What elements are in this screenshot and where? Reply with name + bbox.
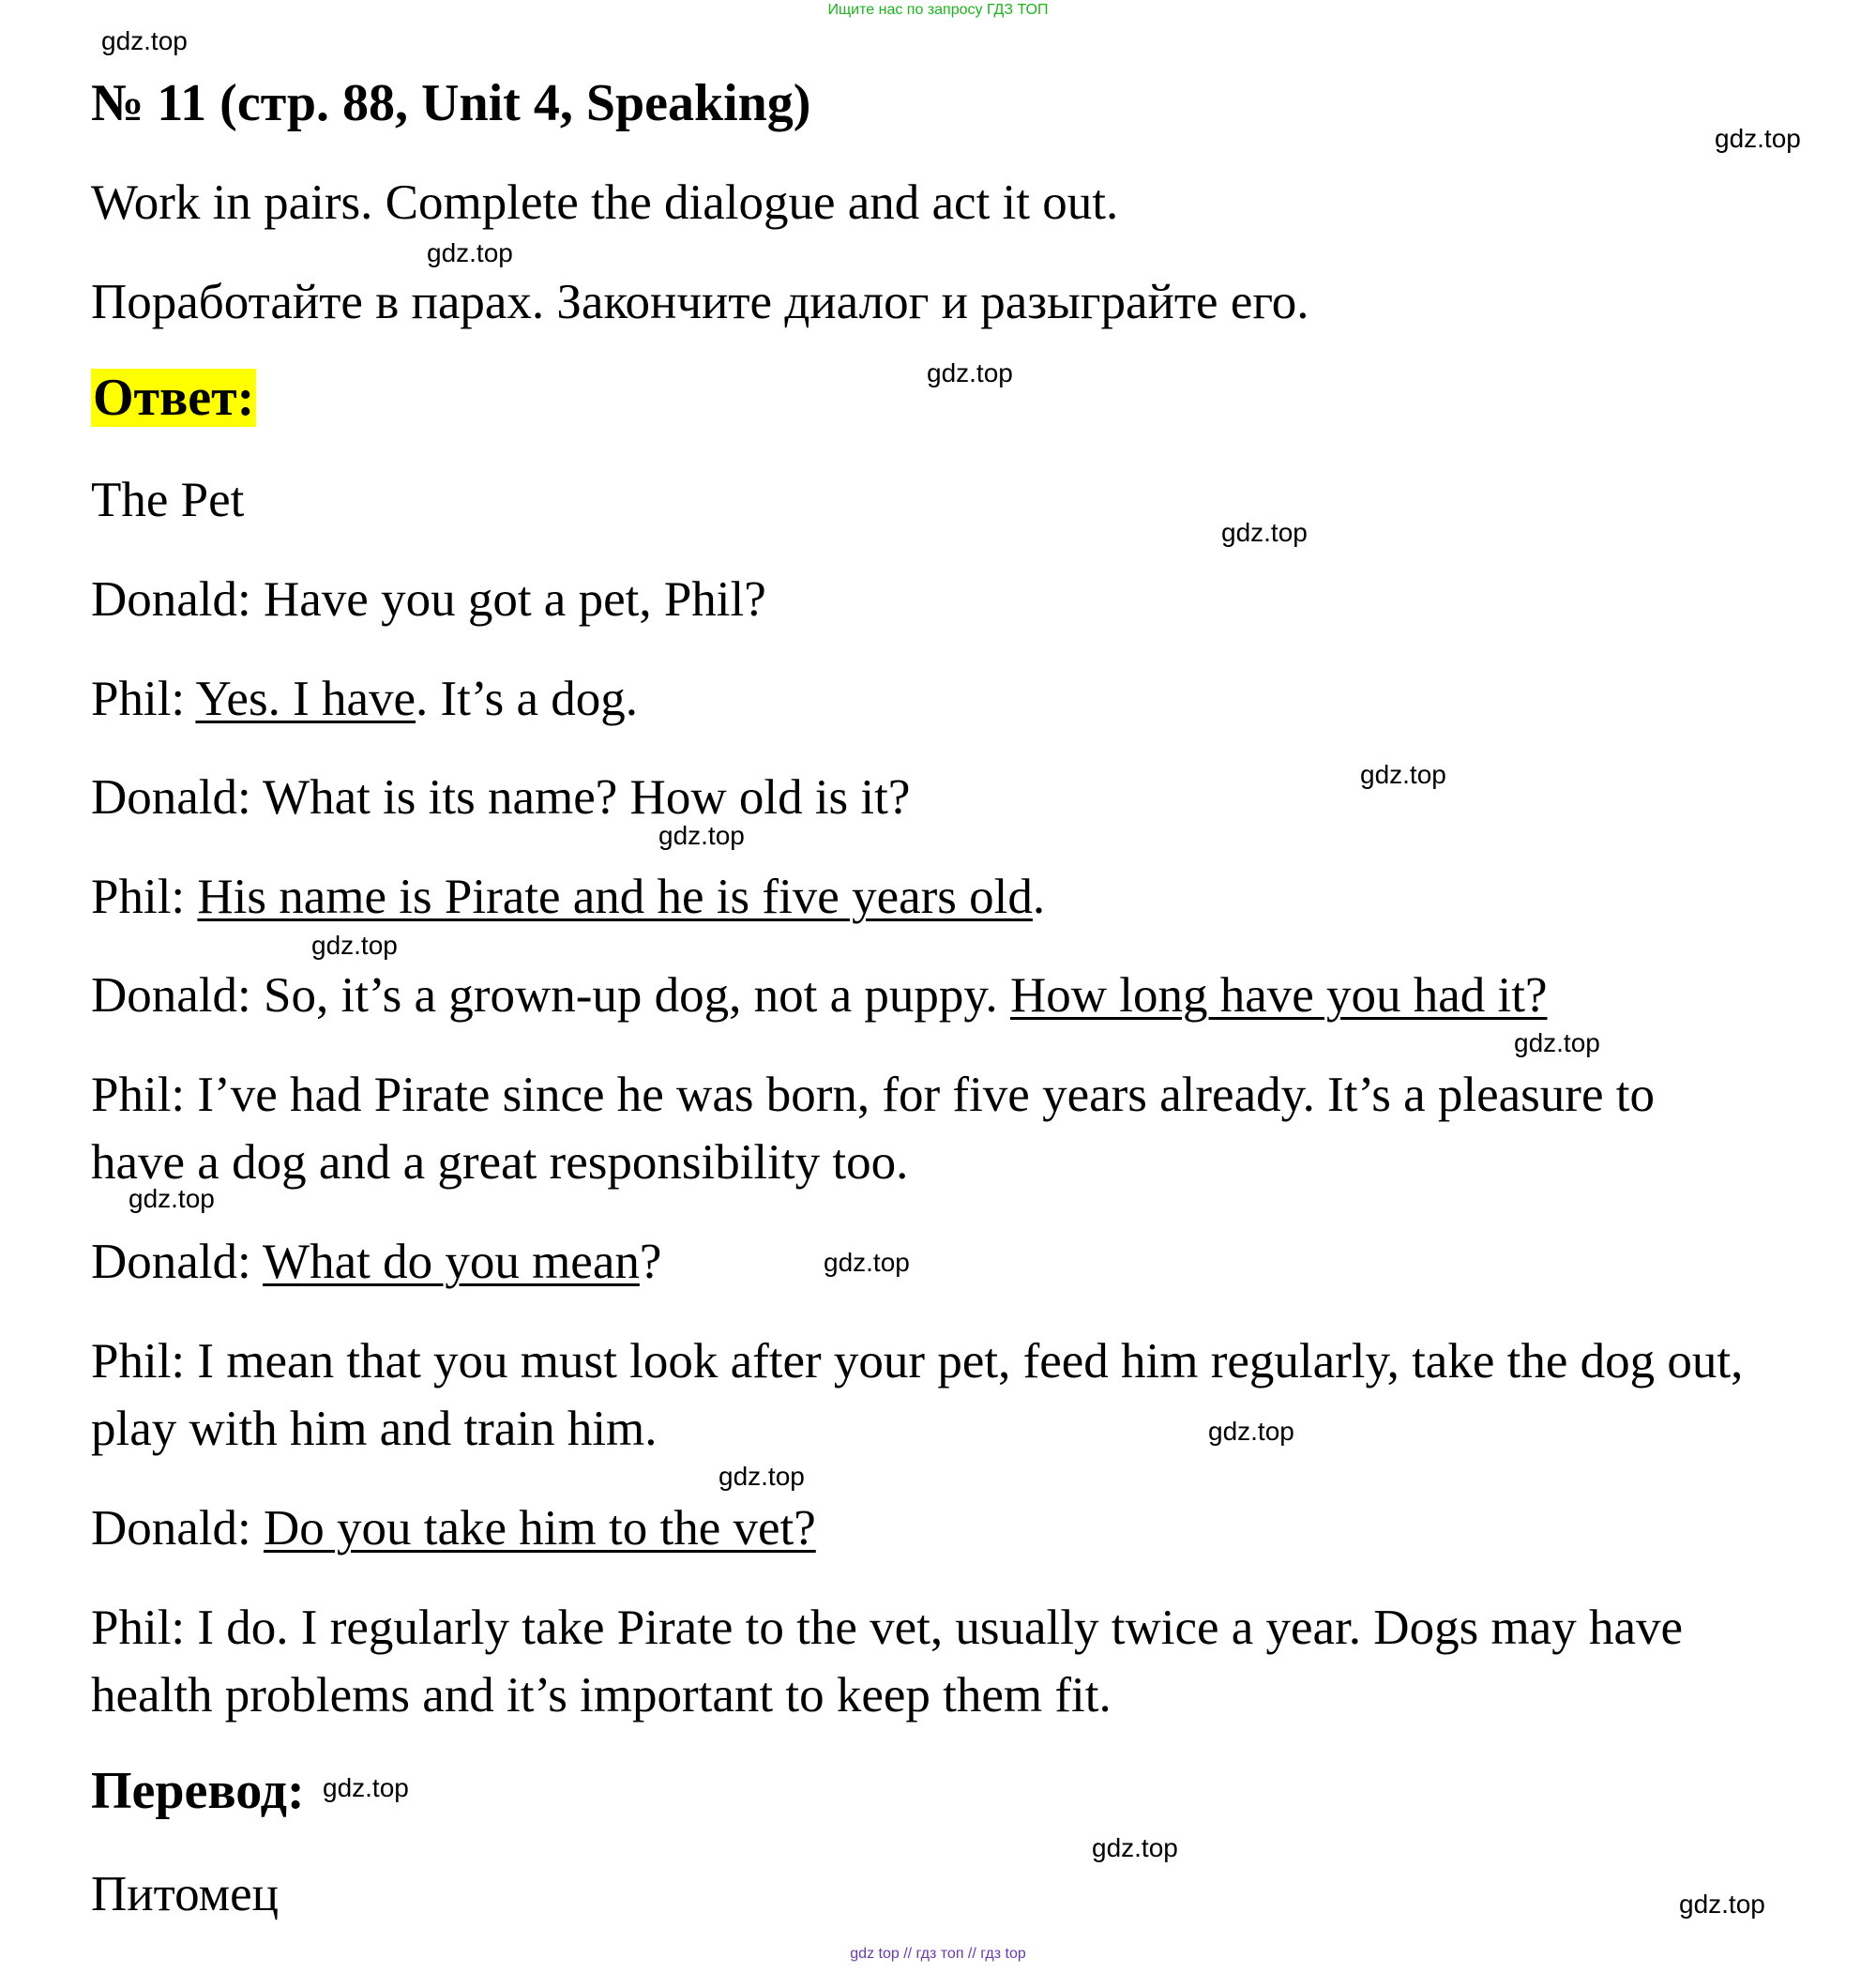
translation-title: Питомец (91, 1867, 280, 1921)
watermark: gdz.top (719, 1462, 805, 1491)
watermark: gdz.top (101, 26, 188, 55)
footer-banner: gdz top // гдз топ // гдз top (850, 1946, 1026, 1962)
line-text: I mean that you must look after your pet, feed him regularly, take the dog out, play with him and train him. (91, 1334, 1744, 1456)
dialogue-line (91, 1228, 1779, 1296)
speaker: Donald: (91, 1501, 251, 1556)
line-text: Have you got a pet, Phil? (264, 572, 766, 627)
watermark: gdz.top (658, 821, 745, 850)
speaker: Phil: (91, 1334, 186, 1389)
speaker: Donald: (91, 968, 251, 1023)
filled-answer: Yes. I have (195, 672, 416, 726)
answer-section (91, 368, 1779, 428)
line-text: ? (639, 1235, 662, 1289)
watermark: gdz.top (1679, 1890, 1765, 1919)
dialogue-line (91, 566, 1779, 633)
speaker: Phil: (91, 672, 186, 726)
dialogue-line (91, 665, 1779, 733)
speaker: Phil: (91, 1068, 186, 1122)
watermark: gdz.top (311, 931, 398, 960)
answer-label: Ответ: (93, 369, 255, 427)
line-text: I’ve had Pirate since he was born, for five years already. It’s a pleasure to have a dog and a great responsibility too. (91, 1068, 1655, 1190)
line-text: So, it’s a grown-up dog, not a puppy. (264, 968, 998, 1023)
watermark: gdz.top (1221, 518, 1308, 547)
search-banner: Ищите нас по запросу ГДЗ ТОП (827, 2, 1049, 18)
translation-section (91, 1761, 1779, 1821)
dialogue-title: The Pet (91, 473, 245, 527)
watermark: gdz.top (323, 1773, 409, 1802)
watermark: gdz.top (1360, 760, 1446, 789)
speaker: Donald: (91, 1235, 251, 1289)
translation-label: Перевод: (91, 1762, 305, 1820)
filled-answer: His name is Pirate and he is five years old (197, 870, 1033, 924)
line-text: . (1032, 870, 1046, 924)
dialogue-line (91, 1061, 1742, 1196)
filled-answer: What do you mean (263, 1235, 640, 1289)
dialogue-line (91, 1495, 1779, 1562)
task-russian: Поработайте в парах. Закончите диалог и разыграйте его. (91, 275, 1309, 329)
watermark: gdz.top (1092, 1833, 1178, 1862)
speaker: Donald: (91, 770, 251, 825)
filled-answer: Do you take him to the vet? (264, 1501, 816, 1556)
dialogue-line (91, 1328, 1761, 1463)
task-english: Work in pairs. Complete the dialogue and act it out. (91, 175, 1119, 230)
line-text: I do. I regularly take Pirate to the vet, usually twice a year. Dogs may have health problems and it’s important to keep them fit. (91, 1601, 1683, 1723)
watermark: gdz.top (129, 1184, 215, 1213)
watermark: gdz.top (1715, 124, 1801, 153)
exercise-heading: № 11 (стр. 88, Unit 4, Speaking) (91, 74, 811, 132)
watermark: gdz.top (824, 1248, 910, 1277)
dialogue-line (91, 863, 1779, 931)
dialogue-line (91, 962, 1779, 1029)
speaker: Phil: (91, 870, 186, 924)
speaker: Phil: (91, 1601, 186, 1655)
speaker: Donald: (91, 572, 251, 627)
watermark: gdz.top (427, 238, 513, 267)
dialogue-line (91, 1594, 1770, 1729)
line-text: What is its name? How old is it? (263, 770, 911, 825)
filled-answer: How long have you had it? (1009, 968, 1548, 1023)
watermark: gdz.top (927, 358, 1013, 387)
watermark: gdz.top (1208, 1417, 1294, 1446)
dialogue-line (91, 764, 1779, 831)
line-text: . It’s a dog. (416, 672, 639, 726)
watermark: gdz.top (1514, 1028, 1600, 1057)
